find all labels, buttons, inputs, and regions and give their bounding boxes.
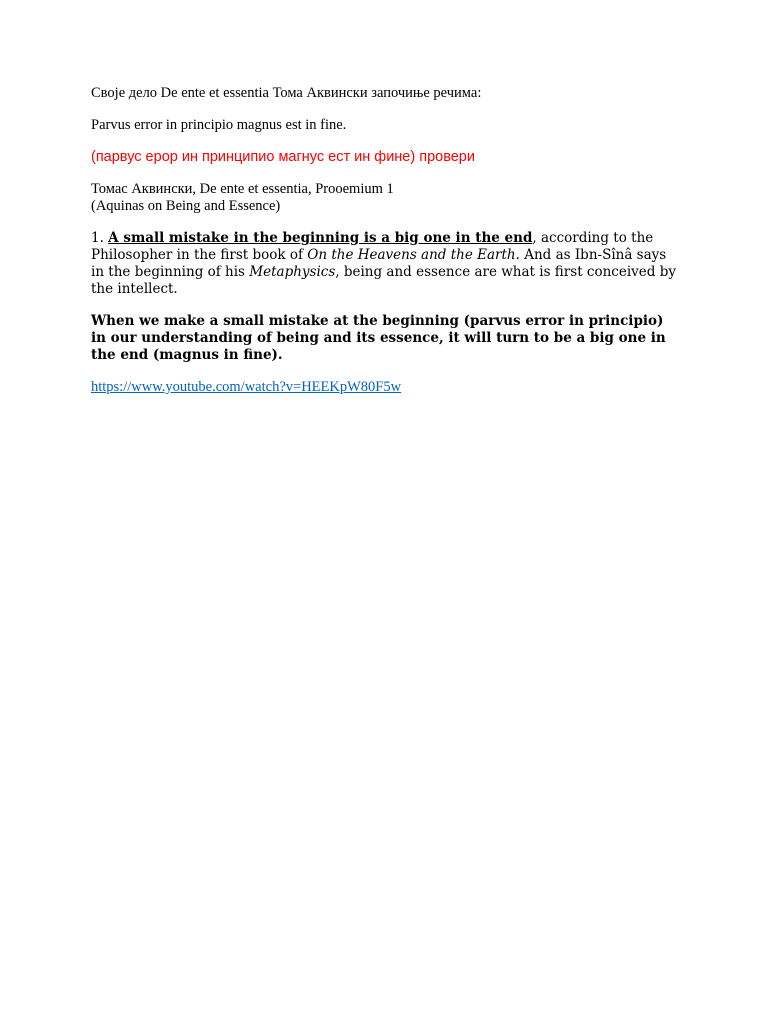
book-title-heavens: On the Heavens and the Earth.	[307, 247, 520, 263]
quote-text-b: And as Ibn-Sînâ says in the beginning of his	[91, 247, 667, 280]
book-title-metaphysics: Metaphysics	[249, 264, 336, 280]
quote-text-c: , being and essence are what is first conceived by the intellect.	[91, 264, 676, 297]
intro-line: Своје дело De ente et essentia Тома Аквински започиње речима:	[91, 85, 482, 101]
source-citation	[91, 181, 681, 215]
transliteration-line: (парвус ерор ин принципио магнус ест ин фине) провери	[91, 149, 475, 165]
quote-text-a: , according to the Philosopher in the first book of	[91, 230, 654, 263]
youtube-link[interactable]: https://www.youtube.com/watch?v=HEEKpW80F5w	[91, 379, 402, 395]
source-line-1: Томас Аквински, De ente et essentia, Prooemium 1	[91, 181, 394, 197]
link-paragraph	[91, 379, 681, 396]
source-line-2: (Aquinas on Being and Essence)	[91, 198, 281, 214]
paragraph-number: 1.	[91, 230, 109, 246]
latin-quote: Parvus error in principio magnus est in fine.	[91, 117, 347, 133]
document-body	[91, 85, 681, 411]
quote-paragraph	[91, 230, 681, 298]
key-sentence: A small mistake in the beginning is a big one in the end	[108, 230, 533, 246]
explanation-paragraph: When we make a small mistake at the beginning (parvus error in principio) in our understanding of being and its essence, it will turn to be a big one in the end (magnus in fine).	[91, 313, 666, 363]
